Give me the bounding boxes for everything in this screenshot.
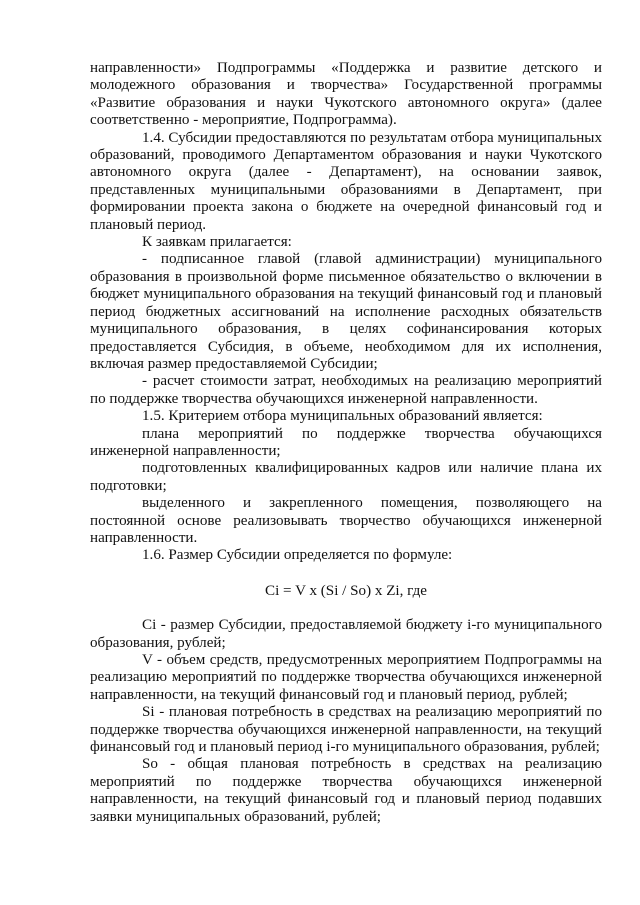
paragraph-definition-v: V - объем средств, предусмотренных мероприятием Подпрограммы на реализацию мероприятий по поддержке творчества обучающихся инженерной направленности, на текущий финансовый год и плановый период, рублей;	[90, 652, 602, 703]
paragraph-1-5: 1.5. Критерием отбора муниципальных образований является:	[142, 408, 543, 425]
paragraph-criterion-premises: выделенного и закрепленного помещения, позволяющего на постоянной основе реализовывать творчество обучающихся инженерной направленности.	[90, 495, 602, 546]
paragraph-criterion-staff: подготовленных квалифицированных кадров или наличие плана их подготовки;	[90, 460, 602, 494]
paragraph-definition-ci: Ci - размер Субсидии, предоставляемой бюджету i-го муниципального образования, рублей;	[90, 617, 602, 651]
paragraph-1-4: 1.4. Субсидии предоставляются по результатам отбора муниципальных образований, проводимого Департаментом образования и науки Чукотского автономного округа (далее - Департамент), на основании заявок, представленных муниципальными образованиями в Департамент, при формировании проекта закона о бюджете на очередной финансовый год и плановый период.	[90, 129, 602, 233]
paragraph-attachments-heading: К заявкам прилагается:	[142, 234, 292, 251]
paragraph-definition-so: So - общая плановая потребность в средствах на реализацию мероприятий по поддержке творчества обучающихся инженерной направленности, на текущий финансовый год и плановый период подавших заявки муниципальных образований, рублей;	[90, 756, 602, 825]
subsidy-formula: Ci = V x (Si / So) x Zi, где	[265, 582, 427, 599]
paragraph-criterion-plan: плана мероприятий по поддержке творчества обучающихся инженерной направленности;	[90, 425, 602, 459]
paragraph-attachment-cost-calculation: - расчет стоимости затрат, необходимых на реализацию мероприятий по поддержке творчества обучающихся инженерной направленности.	[90, 373, 602, 407]
document-page	[90, 60, 602, 826]
paragraph-subprogram-continuation: направленности» Подпрограммы «Поддержка и развитие детского и молодежного образования и творчества» Государственной программы «Развитие образования и науки Чукотского автономного округа» (далее соответственно - мероприятие, Подпрограмма).	[90, 60, 602, 129]
paragraph-1-6: 1.6. Размер Субсидии определяется по формуле:	[142, 547, 453, 564]
paragraph-definition-si: Si - плановая потребность в средствах на реализацию мероприятий по поддержке творчества обучающихся инженерной направленности, на текущий финансовый год и плановый период i-го муниципального образования, рублей;	[90, 704, 602, 756]
paragraph-attachment-obligation: - подписанное главой (главой администрации) муниципального образования в произвольной форме письменное обязательство о включении в бюджет муниципального образования на текущий финансовый год и плановый период бюджетных ассигнований на исполнение расходных обязательств муниципального образования, в целях софинансирования которых предоставляется Субсидия, в объеме, необходимом для их исполнения, включая размер предоставляемой Субсидии;	[90, 251, 602, 372]
